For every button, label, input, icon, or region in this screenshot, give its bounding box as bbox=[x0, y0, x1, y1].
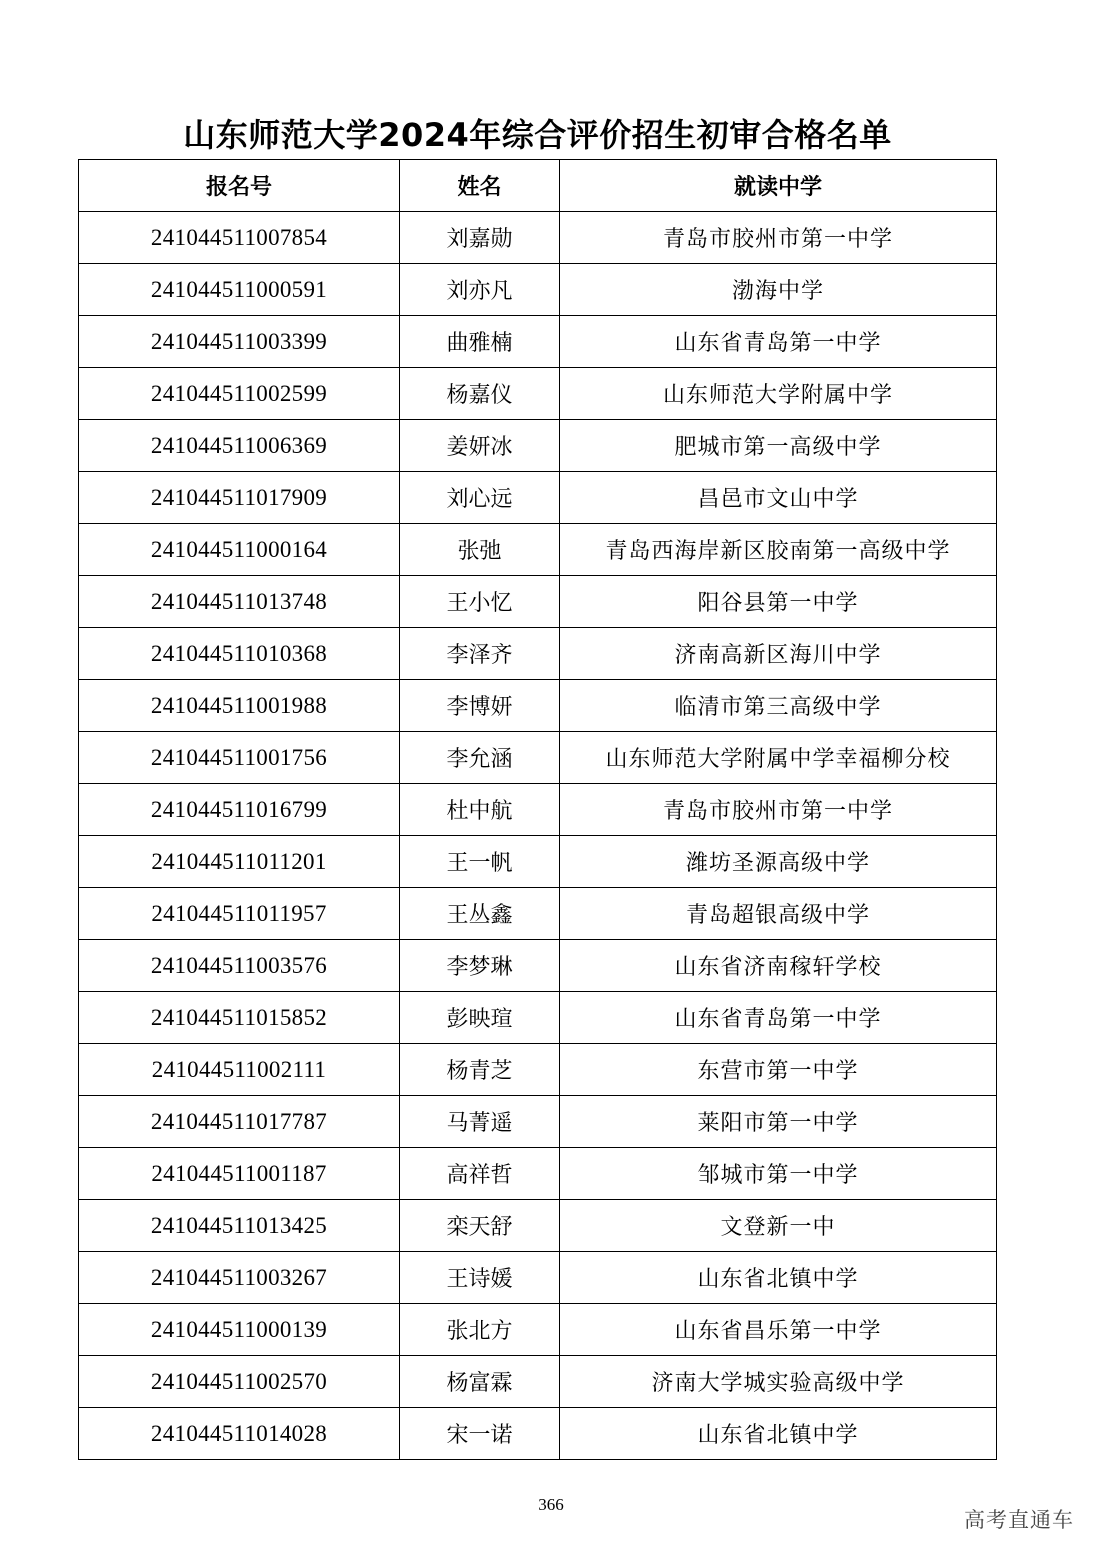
student-name-cell: 杨青芝 bbox=[400, 1044, 560, 1096]
table-row bbox=[79, 1408, 997, 1460]
student-name-cell: 高祥哲 bbox=[400, 1148, 560, 1200]
student-name-cell: 刘亦凡 bbox=[400, 264, 560, 316]
header-school: 就读中学 bbox=[560, 160, 997, 212]
registration-number-cell: 241044511001756 bbox=[79, 732, 400, 784]
table-row bbox=[79, 836, 997, 888]
school-name-cell: 阳谷县第一中学 bbox=[560, 576, 997, 628]
table-header-row bbox=[79, 160, 997, 212]
table-row bbox=[79, 1096, 997, 1148]
school-name-cell: 山东省北镇中学 bbox=[560, 1408, 997, 1460]
student-name-cell: 李梦琳 bbox=[400, 940, 560, 992]
student-name-cell: 姜妍冰 bbox=[400, 420, 560, 472]
table-row bbox=[79, 1148, 997, 1200]
student-name-cell: 刘嘉勋 bbox=[400, 212, 560, 264]
table-row bbox=[79, 264, 997, 316]
school-name-cell: 青岛西海岸新区胶南第一高级中学 bbox=[560, 524, 997, 576]
table-row bbox=[79, 1252, 997, 1304]
registration-number-cell: 241044511017787 bbox=[79, 1096, 400, 1148]
school-name-cell: 昌邑市文山中学 bbox=[560, 472, 997, 524]
registration-number-cell: 241044511014028 bbox=[79, 1408, 400, 1460]
registration-number-cell: 241044511002599 bbox=[79, 368, 400, 420]
student-name-cell: 张北方 bbox=[400, 1304, 560, 1356]
table-body bbox=[79, 212, 997, 1460]
registration-number-cell: 241044511013425 bbox=[79, 1200, 400, 1252]
registration-number-cell: 241044511011201 bbox=[79, 836, 400, 888]
table-row bbox=[79, 680, 997, 732]
table-row bbox=[79, 1044, 997, 1096]
student-name-cell: 宋一诺 bbox=[400, 1408, 560, 1460]
registration-number-cell: 241044511000591 bbox=[79, 264, 400, 316]
registration-number-cell: 241044511010368 bbox=[79, 628, 400, 680]
registration-number-cell: 241044511015852 bbox=[79, 992, 400, 1044]
header-name: 姓名 bbox=[400, 160, 560, 212]
school-name-cell: 山东师范大学附属中学 bbox=[560, 368, 997, 420]
school-name-cell: 渤海中学 bbox=[560, 264, 997, 316]
registration-number-cell: 241044511000164 bbox=[79, 524, 400, 576]
school-name-cell: 临清市第三高级中学 bbox=[560, 680, 997, 732]
table-row bbox=[79, 628, 997, 680]
school-name-cell: 山东省青岛第一中学 bbox=[560, 992, 997, 1044]
school-name-cell: 莱阳市第一中学 bbox=[560, 1096, 997, 1148]
registration-number-cell: 241044511002111 bbox=[79, 1044, 400, 1096]
table-row bbox=[79, 576, 997, 628]
school-name-cell: 济南大学城实验高级中学 bbox=[560, 1356, 997, 1408]
registration-number-cell: 241044511017909 bbox=[79, 472, 400, 524]
school-name-cell: 青岛市胶州市第一中学 bbox=[560, 212, 997, 264]
document-title: 山东师范大学2024年综合评价招生初审合格名单 bbox=[183, 116, 892, 154]
school-name-cell: 山东省青岛第一中学 bbox=[560, 316, 997, 368]
roster-table bbox=[78, 159, 997, 1460]
student-name-cell: 王小忆 bbox=[400, 576, 560, 628]
registration-number-cell: 241044511011957 bbox=[79, 888, 400, 940]
header-registration-number: 报名号 bbox=[79, 160, 400, 212]
registration-number-cell: 241044511000139 bbox=[79, 1304, 400, 1356]
table-row bbox=[79, 1356, 997, 1408]
table-row bbox=[79, 472, 997, 524]
school-name-cell: 肥城市第一高级中学 bbox=[560, 420, 997, 472]
registration-number-cell: 241044511013748 bbox=[79, 576, 400, 628]
student-name-cell: 李泽齐 bbox=[400, 628, 560, 680]
registration-number-cell: 241044511016799 bbox=[79, 784, 400, 836]
school-name-cell: 济南高新区海川中学 bbox=[560, 628, 997, 680]
student-name-cell: 李允涵 bbox=[400, 732, 560, 784]
student-name-cell: 马菁遥 bbox=[400, 1096, 560, 1148]
student-name-cell: 曲雅楠 bbox=[400, 316, 560, 368]
school-name-cell: 山东师范大学附属中学幸福柳分校 bbox=[560, 732, 997, 784]
school-name-cell: 山东省北镇中学 bbox=[560, 1252, 997, 1304]
school-name-cell: 邹城市第一中学 bbox=[560, 1148, 997, 1200]
school-name-cell: 文登新一中 bbox=[560, 1200, 997, 1252]
student-name-cell: 张弛 bbox=[400, 524, 560, 576]
registration-number-cell: 241044511001988 bbox=[79, 680, 400, 732]
student-name-cell: 刘心远 bbox=[400, 472, 560, 524]
table-row bbox=[79, 888, 997, 940]
registration-number-cell: 241044511001187 bbox=[79, 1148, 400, 1200]
table-row bbox=[79, 992, 997, 1044]
registration-number-cell: 241044511003576 bbox=[79, 940, 400, 992]
table-row bbox=[79, 316, 997, 368]
student-name-cell: 杨嘉仪 bbox=[400, 368, 560, 420]
table-row bbox=[79, 368, 997, 420]
school-name-cell: 潍坊圣源高级中学 bbox=[560, 836, 997, 888]
table-row bbox=[79, 420, 997, 472]
student-name-cell: 杨富霖 bbox=[400, 1356, 560, 1408]
school-name-cell: 山东省昌乐第一中学 bbox=[560, 1304, 997, 1356]
table-row bbox=[79, 1200, 997, 1252]
student-name-cell: 李博妍 bbox=[400, 680, 560, 732]
table-row bbox=[79, 732, 997, 784]
student-name-cell: 王丛鑫 bbox=[400, 888, 560, 940]
student-name-cell: 栾天舒 bbox=[400, 1200, 560, 1252]
school-name-cell: 青岛市胶州市第一中学 bbox=[560, 784, 997, 836]
page-number: 366 bbox=[538, 1495, 564, 1514]
table-row bbox=[79, 784, 997, 836]
school-name-cell: 山东省济南稼轩学校 bbox=[560, 940, 997, 992]
watermark-text: 高考直通车 bbox=[964, 1508, 1074, 1532]
student-name-cell: 彭映瑄 bbox=[400, 992, 560, 1044]
registration-number-cell: 241044511003267 bbox=[79, 1252, 400, 1304]
school-name-cell: 东营市第一中学 bbox=[560, 1044, 997, 1096]
table-row bbox=[79, 940, 997, 992]
registration-number-cell: 241044511007854 bbox=[79, 212, 400, 264]
registration-number-cell: 241044511002570 bbox=[79, 1356, 400, 1408]
table-row bbox=[79, 212, 997, 264]
student-name-cell: 王诗媛 bbox=[400, 1252, 560, 1304]
table-row bbox=[79, 524, 997, 576]
student-name-cell: 王一帆 bbox=[400, 836, 560, 888]
table-row bbox=[79, 1304, 997, 1356]
student-name-cell: 杜中航 bbox=[400, 784, 560, 836]
registration-number-cell: 241044511003399 bbox=[79, 316, 400, 368]
school-name-cell: 青岛超银高级中学 bbox=[560, 888, 997, 940]
registration-number-cell: 241044511006369 bbox=[79, 420, 400, 472]
